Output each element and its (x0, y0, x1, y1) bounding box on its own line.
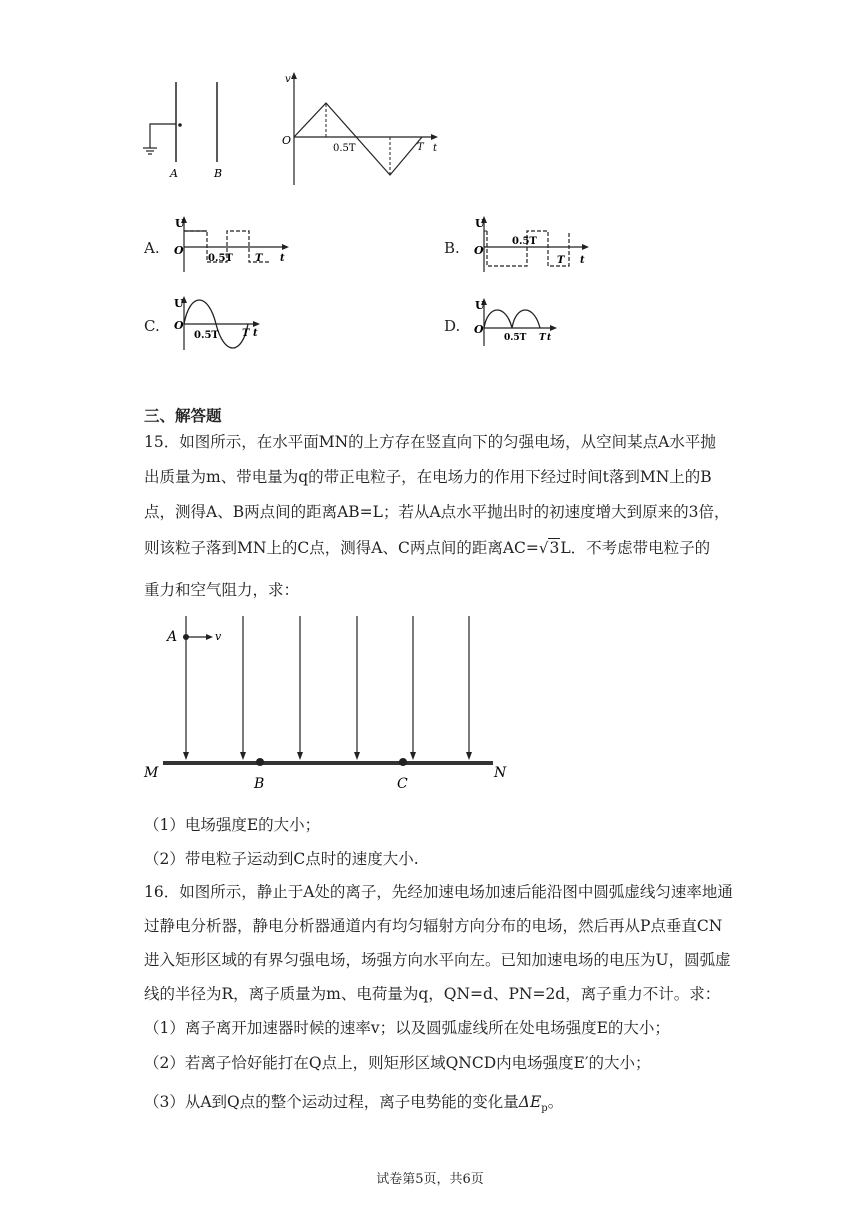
label-a: A (167, 629, 178, 645)
option-b-graph[interactable] (472, 214, 597, 276)
option-a-xlabel: t (280, 253, 285, 264)
graph-origin: O (282, 134, 292, 147)
particle (178, 123, 182, 127)
option-b-origin: O (474, 244, 484, 257)
q15-line-4 (144, 538, 710, 558)
q15-line-1: 15．如图所示，在水平面MN的上方存在竖直向下的匀强电场，从空间某点A水平抛 (144, 433, 716, 451)
delta-ep-symbol: ΔE (518, 1093, 542, 1111)
graph-xlabel: t (433, 143, 438, 154)
option-c-ylabel: U (174, 297, 184, 310)
option-a-graph[interactable] (172, 214, 297, 276)
delta-ep-subscript: p (541, 1103, 548, 1115)
q15-sub-1: （1）电场强度E的大小； (144, 816, 321, 834)
graph-ylabel: v (285, 74, 291, 85)
field-lines (186, 616, 469, 753)
option-a-period: T (255, 253, 263, 264)
q16-line-1: 16．如图所示，静止于A处的离子，先经加速电场加速后能沿图中圆弧虚线匀速率地通 (144, 883, 733, 901)
label-v: v (215, 630, 222, 643)
q16-line-2: 过静电分析器，静电分析器通道内有均匀辐射方向分布的电场，然后再从P点垂直CN (144, 917, 723, 935)
option-b-letter[interactable]: B. (444, 239, 460, 257)
option-d-period: T (539, 333, 546, 343)
q16-line-4: 线的半径为R，离子质量为m、电荷量为q，QN=d、PN=2d，离子重力不计。求： (144, 985, 721, 1003)
option-a-half-period: 0.5T (208, 253, 233, 264)
ground-wire (150, 124, 176, 148)
plate-b-label: B (214, 167, 223, 180)
rectified-sine (484, 310, 540, 328)
q16-sub-1: （1）离子离开加速器时候的速率v；以及圆弧虚线所在处电场强度E的大小； (144, 1019, 670, 1037)
ground-plane-mn (163, 761, 493, 765)
sqrt-symbol: √ (538, 539, 549, 557)
q15-line-3: 点，测得A、B两点间的距离AB=L；若从A点水平抛出时的初速度增大到原来的3倍， (144, 503, 730, 521)
option-b-half-period: 0.5T (512, 236, 537, 247)
option-d-origin: O (474, 323, 484, 336)
section-title: 三、解答题 (144, 406, 222, 425)
option-a-letter[interactable]: A. (144, 239, 160, 257)
option-c-graph[interactable] (172, 294, 267, 354)
option-b-ylabel: U (475, 217, 485, 230)
q16-sub-3-end: 。 (547, 1093, 564, 1111)
point-c-dot (399, 758, 407, 766)
point-b-dot (256, 758, 264, 766)
q15-line-4-end: L．不考虑带电粒子的 (560, 539, 711, 557)
option-d-ylabel: U (475, 299, 485, 312)
option-a-ylabel: U (175, 217, 185, 230)
q15-line-2: 出质量为m、带电量为q的带正电粒子，在电场力的作用下经过时间t落到MN上的B (144, 468, 712, 486)
sqrt-number: 3 (549, 539, 560, 557)
option-b-xlabel: t (580, 255, 585, 266)
option-d-letter[interactable]: D. (444, 317, 461, 335)
plate-a-label: A (170, 167, 178, 180)
option-d-half-period: 0.5T (504, 333, 527, 343)
option-c-letter[interactable]: C. (144, 317, 160, 335)
q16-sub-3 (144, 1092, 563, 1119)
graph-half-period: 0.5T (333, 143, 356, 154)
q15-line-5: 重力和空气阻力，求： (144, 581, 300, 599)
graph-period: T (417, 142, 424, 153)
q15-sub-2: （2）带电粒子运动到C点时的速度大小. (144, 850, 419, 868)
q16-line-3: 进入矩形区域的有界匀强电场，场强方向水平向左。已知加速电场的电压为U，圆弧虚 (144, 951, 731, 969)
option-d-graph[interactable] (472, 296, 562, 348)
field-figure (140, 610, 520, 800)
label-m: M (144, 765, 159, 781)
option-d-xlabel: t (547, 333, 552, 343)
option-c-origin: O (174, 319, 184, 332)
page-footer: 试卷第5页，共6页 (376, 1172, 484, 1187)
option-b-period: T (557, 255, 565, 266)
label-n: N (494, 765, 507, 781)
option-c-period: T (242, 328, 250, 339)
q16-sub-3-text: （3）从A到Q点的整个运动过程，离子电势能的变化量 (144, 1093, 519, 1111)
q15-line-4-start: 则该粒子落到MN上的C点，测得A、C两点间的距离AC= (144, 539, 539, 557)
option-a-origin: O (174, 244, 184, 257)
q16-sub-2: （2）若离子恰好能打在Q点上，则矩形区域QNCD内电场强度E′的大小； (144, 1054, 651, 1072)
velocity-time-graph (278, 70, 448, 190)
velocity-curve (294, 103, 422, 175)
label-b: B (254, 776, 265, 792)
option-c-xlabel: t (253, 328, 258, 339)
label-c: C (397, 776, 408, 792)
plates-figure (140, 78, 240, 188)
option-c-half-period: 0.5T (194, 330, 219, 341)
